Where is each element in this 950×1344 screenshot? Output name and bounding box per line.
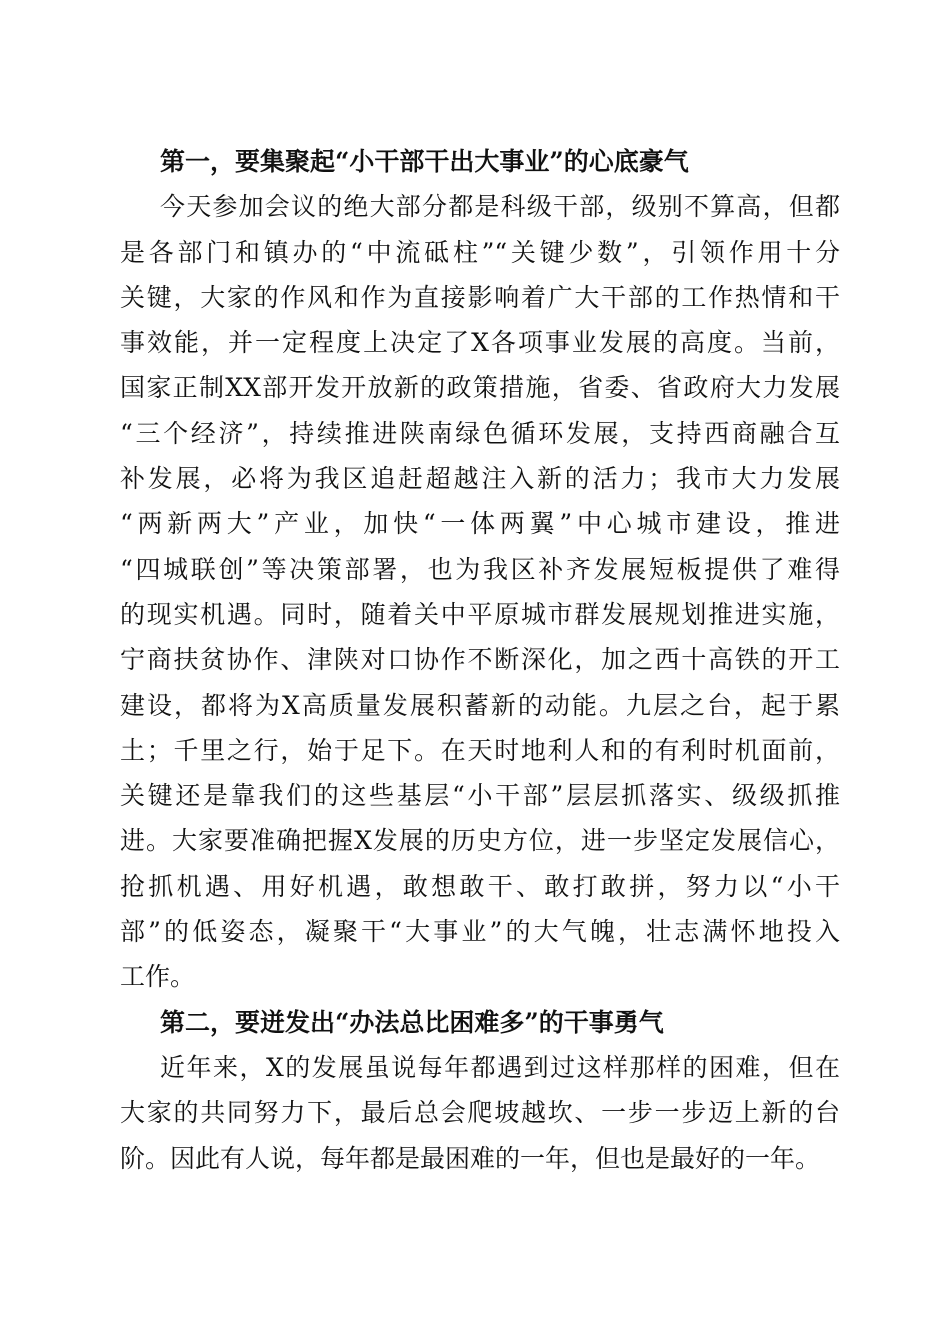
paragraph-line: 的现实机遇。同时，随着关中平原城市群发展规划推进实施，: [120, 599, 840, 629]
paragraph-line: “两新两大”产业，加快“一体两翼”中心城市建设，推进: [120, 509, 840, 539]
paragraph-line: 阶。因此有人说，每年都是最困难的一年，但也是最好的一年。: [120, 1143, 821, 1173]
section-heading-1: 第一，要集聚起“小干部干出大事业”的心底豪气: [160, 147, 689, 176]
paragraph-line: 国家正制XX部开发开放新的政策措施，省委、省政府大力发展: [120, 373, 840, 403]
paragraph-line: 部”的低姿态，凝聚干“大事业”的大气魄，壮志满怀地投入: [120, 917, 840, 947]
paragraph-line: 宁商扶贫协作、津陕对口协作不断深化，加之西十高铁的开工: [120, 645, 840, 675]
document-body: [120, 139, 840, 1181]
paragraph-line: 今天参加会议的绝大部分都是科级干部，级别不算高，但都: [160, 192, 840, 222]
section-heading-2: 第二，要迸发出“办法总比困难多”的干事勇气: [160, 1007, 664, 1037]
paragraph-line: “四城联创”等决策部署，也为我区补齐发展短板提供了难得: [120, 554, 840, 584]
paragraph-line: 事效能，并一定程度上决定了X各项事业发展的高度。当前，: [120, 328, 840, 358]
paragraph-line: 土；千里之行，始于足下。在天时地利人和的有利时机面前，: [120, 735, 840, 765]
paragraph-line: 抢抓机遇、用好机遇，敢想敢干、敢打敢拼，努力以“小干: [120, 871, 840, 901]
paragraph-line: “三个经济”，持续推进陕南绿色循环发展，支持西商融合互: [120, 418, 840, 448]
paragraph-line: 关键，大家的作风和作为直接影响着广大干部的工作热情和干: [120, 282, 840, 312]
paragraph-line: 建设，都将为X高质量发展积蓄新的动能。九层之台，起于累: [120, 690, 840, 720]
paragraph-line: 是各部门和镇办的“中流砥柱”“关键少数”，引领作用十分: [120, 237, 840, 267]
paragraph-line: 关键还是靠我们的这些基层“小干部”层层抓落实、级级抓推: [120, 781, 840, 811]
paragraph-line: 大家的共同努力下，最后总会爬坡越坎、一步一步迈上新的台: [120, 1098, 840, 1128]
paragraph-line: 进。大家要准确把握X发展的历史方位，进一步坚定发展信心，: [120, 826, 840, 856]
paragraph-line: 近年来，X的发展虽说每年都遇到过这样那样的困难，但在: [160, 1052, 840, 1082]
paragraph-line: 补发展，必将为我区追赶超越注入新的活力；我市大力发展: [120, 464, 840, 494]
paragraph-line: 工作。: [120, 962, 196, 992]
